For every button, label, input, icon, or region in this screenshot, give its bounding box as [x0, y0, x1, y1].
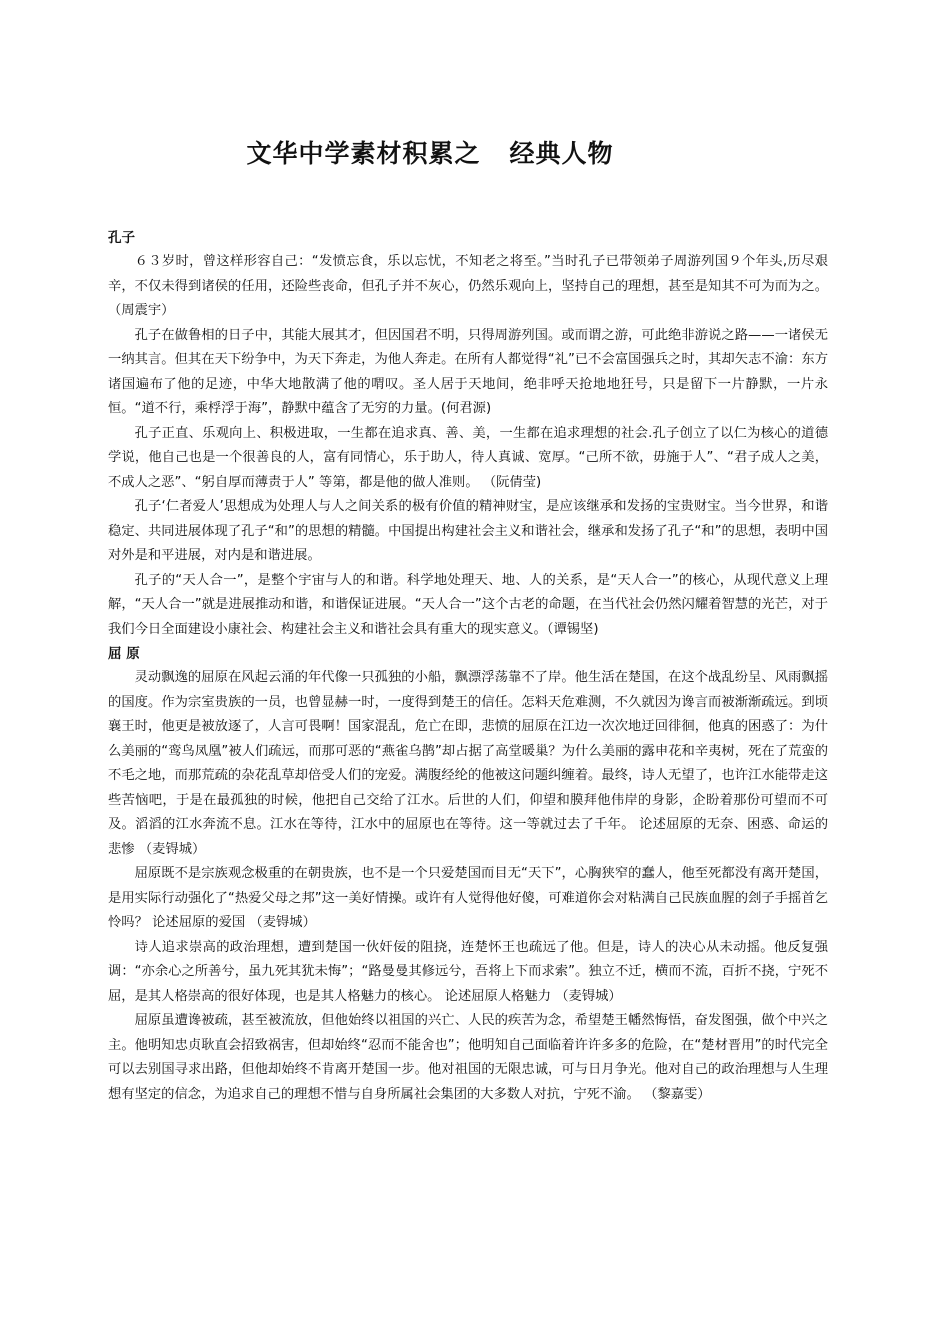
paragraph: 屈原虽遭谗被疏，甚至被流放，但他始终以祖国的兴亡、人民的疾苦为念，希望楚王幡然悔悟，奋发图强，做个中兴之主。他明知忠贞耿直会招致祸害，但却始终“忍而不能舍也”；他明知自己面临着许许多多的危险，在“楚材晋用”的时代完全可以去别国寻求出路，但他却始终不肯离开楚国一步。他对祖国的无限忠诚，可与日月争光。他对自己的政治理想与人生理想有坚定的信念，为追求自己的理想不惜与自身所属社会集团的大多数人对抗，宁死不渝。 （黎嘉雯）: [108, 1013, 828, 1102]
paragraph: 诗人追求崇高的政治理想，遭到楚国一伙奸佞的阻挠，连楚怀王也疏远了他。但是，诗人的决心从未动摇。他反复强调：“亦余心之所善兮，虽九死其犹未悔”；“路曼曼其修远兮，吾将上下而求索”。独立不迁，横而不流，百折不挠，宁死不屈，是其人格崇高的很好体现，也是其人格魅力的核心。 论述屈原人格魅力 （麦锝城）: [108, 939, 828, 1004]
document-body: [108, 226, 828, 1107]
paragraph: ６３岁时，曾这样形容自己：“发愤忘食，乐以忘忧，不知老之将至。”当时孔子已带领弟子周游列国９个年头,历尽艰辛，不仅未得到诸侯的任用，还险些丧命，但孔子并不灰心，仍然乐观向上，坚持自己的理想，甚至是知其不可为而为之。 （周震宇）: [108, 254, 828, 318]
section-heading: 屈 原: [108, 646, 140, 662]
section-confucius: [108, 226, 828, 642]
paragraph: 屈原既不是宗族观念极重的在朝贵族，也不是一个只爱楚国而目无“天下”，心胸狭窄的蠢人，他至死都没有离开楚国，是用实际行动强化了“热爱父母之邦”这一美好情操。或许有人觉得他好傻，可难道你会对粘满自己民族血腥的刽子手摇首乞怜吗？ 论述屈原的爱国 （麦锝城）: [108, 866, 828, 930]
paragraph: 孔子正直、乐观向上、积极进取，一生都在追求真、善、美，一生都在追求理想的社会.孔子创立了以仁为核心的道德学说，他自己也是一个很善良的人，富有同情心，乐于助人，待人真诚、宽厚。“己所不欲，毋施于人”、“君子成人之美，不成人之恶”、“躬自厚而薄责于人” 等第，都是他的做人准则。 （阮倩莹): [108, 425, 828, 490]
paragraph: 孔子在做鲁相的日子中，其能大展其才，但因国君不明，只得周游列国。或而谓之游，可此绝非游说之路——一诸侯无一纳其言。但其在天下纷争中，为天下奔走，为他人奔走。在所有人都觉得“礼”已不会富国强兵之时，其却矢志不渝：东方诸国遍布了他的足迹，中华大地散满了他的喟叹。圣人居于天地间，绝非呼天抢地地狂号，只是留下一片静默，一片永恒。“道不行，乘桴浮于海”，静默中蕴含了无穷的力量。(何君源): [108, 327, 828, 416]
document-title: 文华中学素材积累之 经典人物: [246, 139, 614, 168]
paragraph: 孔子的“天人合一”，是整个宇宙与人的和谐。科学地处理天、地、人的关系，是“天人合一”的核心，从现代意义上理解，“天人合一”就是进展推动和谐，和谐保证进展。“天人合一”这个古老的命题，在当代社会仍然闪耀着智慧的光芒，对于我们今日全面建设小康社会、构建社会主义和谐社会具有重大的现实意义。（谭锡坚): [108, 572, 828, 637]
paragraph: 灵动飘逸的屈原在风起云涌的年代像一只孤独的小船，飘漂浮荡靠不了岸。他生活在楚国，在这个战乱纷呈、风雨飘摇的国度。作为宗室贵族的一员，也曾显赫一时，一度得到楚王的信任。怎料天危难测，不久就因为谗言而被渐渐疏远。到顷襄王时，他更是被放逐了，人言可畏啊！国家混乱，危亡在即，悲愤的屈原在江边一次次地迂回徘徊，他真的困惑了：为什么美丽的“鸾鸟凤凰”被人们疏远，而那可恶的“燕雀乌鹊”却占据了高堂暖巢？为什么美丽的露申花和辛夷树，死在了荒蛮的不毛之地，而那荒疏的杂花乱草却倍受人们的宠爱。满腹经纶的他被这问题纠缠着。最终，诗人无望了，也许江水能带走这些苦恼吧，于是在最孤独的时候，他把自己交给了江水。后世的人们，仰望和膜拜他伟岸的身影，企盼着那份可望而不可及。滔滔的江水奔流不息。江水在等待，江水中的屈原也在等待。这一等就过去了千年。 论述屈原的无奈、困惑、命运的悲惨 （麦锝城）: [108, 670, 828, 857]
section-qu-yuan: [108, 642, 828, 1107]
paragraph: 孔子‘仁者爱人’思想成为处理人与人之间关系的极有价值的精神财宝，是应该继承和发扬的宝贵财宝。当今世界，和谐稳定、共同进展体现了孔子“和”的思想的精髓。中国提出构建社会主义和谐社会，继承和发扬了孔子“和”的思想，表明中国对外是和平进展，对内是和谐进展。: [108, 499, 828, 563]
section-heading: 孔子: [108, 230, 135, 246]
